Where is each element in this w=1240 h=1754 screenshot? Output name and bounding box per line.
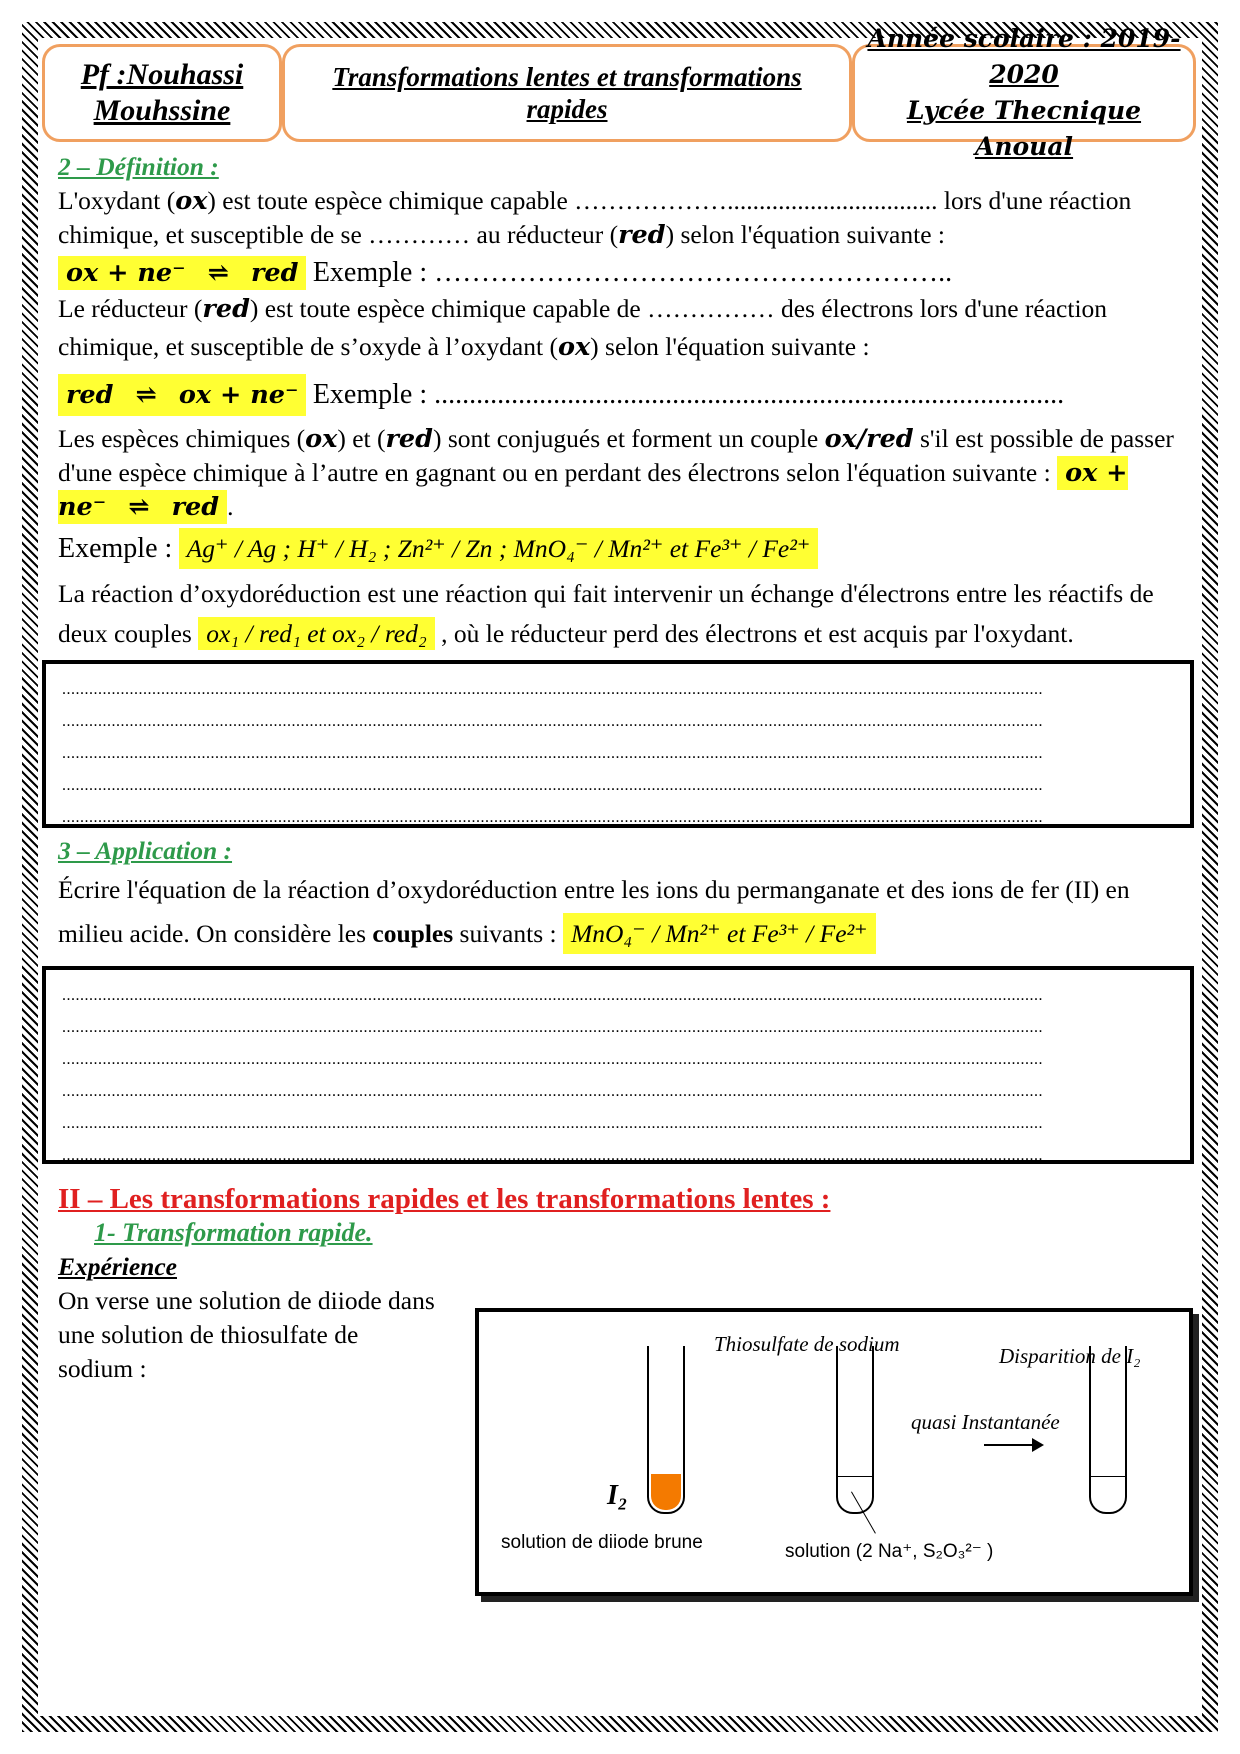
oxidant-paragraph bbox=[58, 184, 1178, 252]
application-couples: MnO₄⁻ / Mn²⁺ et Fe³⁺ / Fe²⁺ bbox=[563, 913, 876, 954]
example-3-label: Exemple : bbox=[58, 533, 173, 564]
redox-text-1: La réaction d’oxydoréduction est une réaction qui fait intervenir un échange d'électrons entre les réactifs de deux couples bbox=[58, 579, 1154, 648]
author-line1: Pf :Nouhassi bbox=[80, 58, 244, 91]
couple-text-3: ) sont conjugués et forment un couple bbox=[432, 424, 825, 453]
answer-line: .......................................................................................................................................................................................................................... bbox=[62, 777, 1043, 794]
year-box bbox=[852, 24, 1196, 161]
equation-1: ox + ne⁻ ⇌ red bbox=[58, 256, 306, 290]
reductant-text-3: ) selon l'équation suivante : bbox=[590, 332, 870, 361]
equilibrium-arrow-icon: ⇌ bbox=[128, 492, 150, 522]
answer-line: .......................................................................................................................................................................................................................... bbox=[62, 713, 1043, 730]
reductant-text-1: Le réducteur ( bbox=[58, 294, 203, 323]
couples-bold: couples bbox=[372, 919, 454, 948]
couple-text-2: ) et ( bbox=[337, 424, 386, 453]
solution-caption: solution (2 Na⁺, S₂O₃²⁻ ) bbox=[785, 1541, 994, 1562]
oxidant-text-2: ) est toute espèce chimique capable ………………................................. lors d'une réaction chimique, et susceptible de se ………… au réducteur ( bbox=[58, 186, 1132, 249]
answer-line: .......................................................................................................................................................................................................................... bbox=[62, 1051, 1043, 1068]
red-symbol: red bbox=[202, 294, 250, 324]
example-1: Exemple : ……………………………………………….. bbox=[312, 257, 953, 288]
answer-line: .......................................................................................................................................................................................................................... bbox=[62, 745, 1043, 762]
test-tube-diiode bbox=[647, 1346, 685, 1514]
ox-symbol: ox bbox=[557, 332, 591, 362]
red-symbol: red bbox=[618, 220, 666, 250]
answer-line: .......................................................................................................................................................................................................................... bbox=[62, 1083, 1043, 1100]
answer-box-application[interactable] bbox=[42, 966, 1194, 1164]
ox-symbol: ox bbox=[305, 424, 338, 454]
couple-label: ox/red bbox=[824, 424, 914, 454]
liquid-level bbox=[1091, 1476, 1125, 1477]
arrow-head-icon bbox=[1032, 1438, 1044, 1452]
answer-box-definition[interactable] bbox=[42, 660, 1194, 828]
reductant-paragraph bbox=[58, 290, 1178, 366]
reaction-arrow-icon bbox=[984, 1444, 1036, 1446]
answer-line: .......................................................................................................................................................................................................................... bbox=[62, 987, 1043, 1004]
answer-line: .......................................................................................................................................................................................................................... bbox=[62, 1147, 1043, 1164]
author-line2: Mouhssine bbox=[93, 94, 231, 127]
equilibrium-arrow-icon: ⇌ bbox=[135, 380, 157, 410]
equation-1-line bbox=[58, 256, 1178, 290]
oxidant-text-3: ) selon l'équation suivante : bbox=[665, 220, 945, 249]
liquid-level bbox=[838, 1476, 872, 1477]
answer-line: .......................................................................................................................................................................................................................... bbox=[62, 809, 1043, 826]
title-box bbox=[282, 44, 852, 142]
ox-symbol: ox bbox=[175, 186, 208, 216]
equilibrium-arrow-icon: ⇌ bbox=[207, 258, 229, 288]
disparition-label: Disparition de I₂ bbox=[999, 1344, 1141, 1368]
equation-2-line bbox=[58, 378, 1178, 412]
answer-line: .......................................................................................................................................................................................................................... bbox=[62, 681, 1043, 698]
reductant-text-2: ) est toute espèce chimique capable de …………… des électrons lors d'une réaction chimique, et susceptible de s’oxyde à l’oxydant ( bbox=[58, 294, 1108, 361]
school-year: Année scolaire : 2019-2020 bbox=[867, 24, 1181, 89]
oxidant-text-1: L'oxydant ( bbox=[58, 186, 176, 215]
thiosulfate-label: Thiosulfate de sodium bbox=[714, 1332, 900, 1356]
red-symbol: red bbox=[385, 424, 433, 454]
test-tube-result bbox=[1089, 1346, 1127, 1514]
definition-heading: 2 – Définition : bbox=[58, 152, 219, 181]
answer-line: .......................................................................................................................................................................................................................... bbox=[62, 1115, 1043, 1132]
couple-text-4: s'il est possible de passer d'une espèce chimique à l’autre en gagnant ou en perdant des électrons selon l'équation suivante : bbox=[58, 424, 1174, 487]
couple-paragraph: Les espèces chimiques (ox) et (red) sont conjugués et forment un couple ox/red s'il est possible de passer d'une espèce chimique à l’autre en gagnant ou en perdant des électrons selon l'équation suivante : ox + ne⁻ ⇌ red . bbox=[58, 424, 1174, 522]
school-name: Lycée Thecnique Anoual bbox=[906, 96, 1142, 161]
application-text-2: suivants : bbox=[453, 919, 563, 948]
redox-text-2: , où le réducteur perd des électrons et est acquis par l'oxydant. bbox=[434, 619, 1074, 648]
equation-3: ox + ne⁻ ⇌ red bbox=[58, 458, 1128, 522]
i2-label: I₂ bbox=[607, 1480, 628, 1511]
experiment-figure bbox=[475, 1308, 1193, 1596]
application-paragraph bbox=[58, 868, 1178, 956]
equation-2: red ⇌ ox + ne⁻ bbox=[58, 374, 306, 416]
title-line1: Transformations lentes et transformations bbox=[332, 62, 802, 92]
application-heading: 3 – Application : bbox=[58, 836, 233, 865]
example-3-line bbox=[58, 532, 1178, 566]
author-box bbox=[42, 44, 282, 142]
redox-couples: ox₁ / red₁ et ox₂ / red₂ bbox=[198, 617, 435, 650]
experience-label: Expérience bbox=[58, 1252, 177, 1281]
experience-text: On verse une solution de diiode dans une solution de thiosulfate de sodium : bbox=[58, 1286, 435, 1383]
answer-line: .......................................................................................................................................................................................................................... bbox=[62, 1019, 1043, 1036]
title-line2: rapides bbox=[526, 94, 608, 124]
example-2: Exemple : .......................................................................................... bbox=[312, 379, 1065, 410]
application-text-1: Écrire l'équation de la réaction d’oxydoréduction entre les ions du permanganate et des ions de fer (II) en milieu acide. On considère les bbox=[58, 875, 1130, 948]
diiode-caption: solution de diiode brune bbox=[501, 1532, 703, 1553]
quasi-instant-label: quasi Instantanée bbox=[911, 1410, 1060, 1434]
main-content bbox=[58, 150, 1178, 1386]
couple-text-1: Les espèces chimiques ( bbox=[58, 424, 306, 453]
redox-paragraph bbox=[58, 574, 1178, 654]
section-2-heading: II – Les transformations rapides et les transformations lentes : bbox=[58, 1183, 831, 1215]
section-2-subheading: 1- Transformation rapide. bbox=[94, 1218, 373, 1247]
iodine-liquid bbox=[651, 1474, 681, 1510]
example-3-value: Ag⁺ / Ag ; H⁺ / H₂ ; Zn²⁺ / Zn ; MnO₄⁻ / Mn²⁺ et Fe³⁺ / Fe²⁺ bbox=[179, 528, 819, 569]
